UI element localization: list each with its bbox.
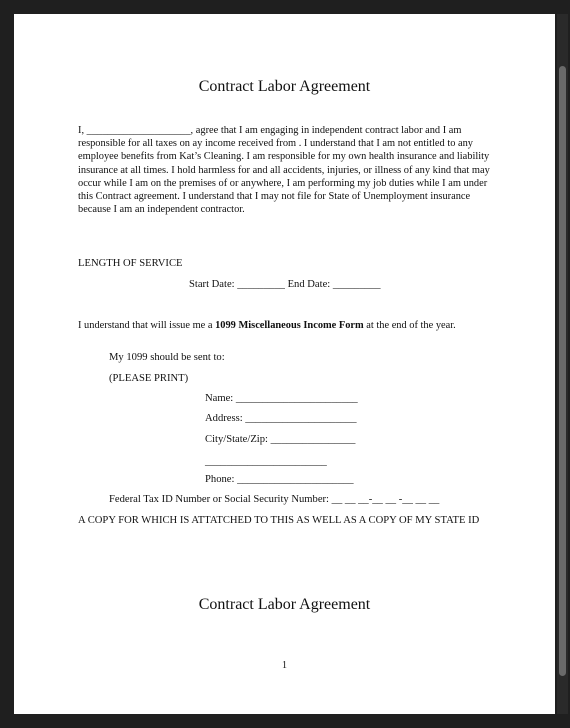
copy-note: A COPY FOR WHICH IS ATTATCHED TO THIS AS WELL AS A COPY OF MY STATE ID [78, 515, 480, 526]
name-field-line: Name: _______________________ [205, 393, 358, 404]
document-page [14, 14, 555, 714]
second-page-title: Contract Labor Agreement [198, 596, 371, 613]
form-1099-name: 1099 Miscellaneous Income Form [215, 320, 364, 331]
start-end-date-line: Start Date: _________ End Date: _________ [189, 279, 381, 290]
form-1099-suffix: at the end of the year. [363, 320, 456, 331]
please-print-label: (PLEASE PRINT) [109, 373, 189, 384]
vertical-scrollbar[interactable] [557, 14, 568, 714]
city-state-zip-field-line: City/State/Zip: ________________ [205, 434, 356, 445]
phone-field-line: Phone: ______________________ [205, 474, 354, 485]
address-field-line: Address: _____________________ [205, 413, 357, 424]
form-1099-prefix: I understand that will issue me a [78, 320, 216, 331]
blank-address-line: _______________________ [205, 456, 327, 467]
sent-to-label: My 1099 should be sent to: [109, 352, 225, 363]
form-1099-paragraph [78, 319, 498, 332]
page-number: 1 [282, 660, 287, 671]
document-title: Contract Labor Agreement [198, 78, 371, 95]
intro-paragraph: I, ____________________, agree that I am engaging in independent contract labor and I am responsible for all taxes on ay income received from . I understand that I am not entitled to any employee benefits from Kat’s Cleaning. I am responsible for my own health insurance and liability insurance at all times. I hold harmless for and all accidents, injuries, or illness of any kind that may occur while I am on the premises of or anywhere, I am performing my job duties while I am under this Contract agreement. I understand that I may not file for State of Unemployment insurance because I am an independent contractor. [78, 125, 490, 216]
tax-id-line: Federal Tax ID Number or Social Security Number: __ __ __-__ __ -__ __ __ [109, 494, 440, 505]
scrollbar-thumb[interactable] [559, 66, 566, 676]
length-of-service-heading: LENGTH OF SERVICE [78, 258, 183, 269]
